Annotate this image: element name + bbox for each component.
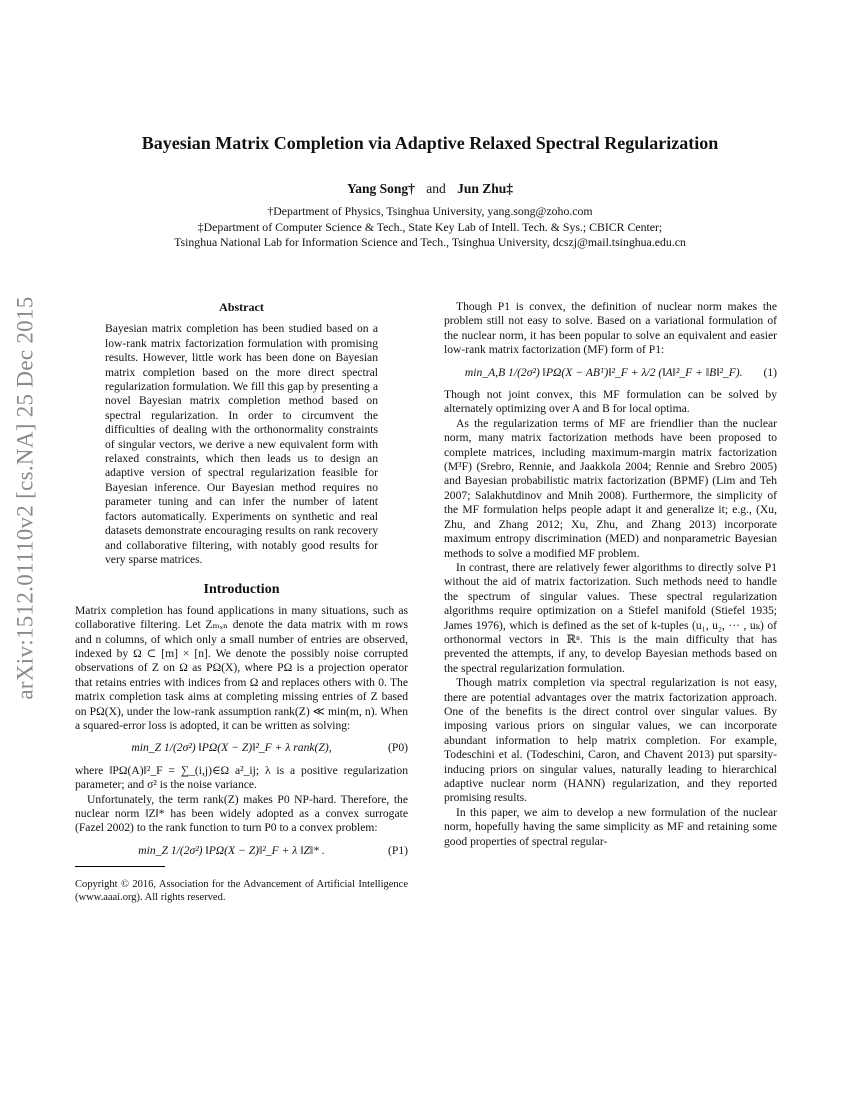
author-line	[70, 181, 790, 197]
intro-paragraph-1: Matrix completion has found applications in many situations, such as collaborative filtering. Let Zₘₓₙ denote the data matrix with m rows and n columns, of which only a small number of entries are observed, indexed by Ω ⊂ [m] × [n]. We denote the possibly noise corrupted observations of Z on Ω as PΩ(X), where PΩ is a projection operator that retains entries with indices from Ω and replaces others with 0. The matrix completion task aims at completing missing entries of Z based on PΩ(X), under the low-rank assumption rank(Z) ≪ min(m, n). When a squared-error loss is adopted, it can be written as solving:	[75, 603, 408, 732]
affiliation-3: Tsinghua National Lab for Information Science and Tech., Tsinghua University, dcszj@mail.tsinghua.edu.cn	[174, 235, 686, 249]
right-paragraph-4: In contrast, there are relatively fewer algorithms to directly solve P1 without the aid of matrix factorization. Such methods need to handle the spectrum of singular values. These spectral regularization algorithms require optimization on a Stiefel manifold (Stiefel 1935; James 1976), which is defined as the set of k-tuples (u₁, u₂, ··· , uₖ) of orthonormal vectors in ℝⁿ. This is the main difficulty that has prevented the attempts, if any, to develop Bayesian methods based on the spectral regularization formulation.	[444, 560, 777, 675]
right-paragraph-5: Though matrix completion via spectral regularization is not easy, there are potential advantages over the matrix factorization approach. One of the benefits is the direct control over singular values. By imposing various priors on singular values, we can incorporate abundant information to help matrix completion. For example, Todeschini et al. (Todeschini, Caron, and Chavent 2013) put sparsity-inducing priors on singular values, naturally leading to hierarchical adaptive nuclear norm (HANN) regularization, and they reported promising results.	[444, 676, 777, 805]
arxiv-stamp-text: arXiv:1512.01110v2 [cs.NA] 25 Dec 2015	[13, 296, 38, 700]
right-column	[444, 300, 777, 849]
affiliation-2: ‡Department of Computer Science & Tech., State Key Lab of Intell. Tech. & Sys.; CBICR Center;	[197, 219, 663, 234]
equation-1	[444, 366, 777, 380]
equation-p0	[75, 741, 408, 755]
author-1: Yang Song†	[346, 181, 415, 196]
left-column	[75, 300, 408, 904]
abstract-text: Bayesian matrix completion has been studied based on a low-rank matrix factorization formulation with promising results. However, little work has been done on Bayesian matrix completion based on the more direct spectral regularization formulation. We fill this gap by presenting a novel Bayesian matrix completion method based on spectral regularization. In order to circumvent the difficulties of dealing with the orthonormality constraints of singular vectors, we derive a new equivalent form with relaxed constraints, which then leads us to design an adaptive version of spectral regularization feasible for Bayesian inference. Our Bayesian method requires no parameter tuning and can infer the number of latent factors automatically. Experiments on synthetic and real datasets demonstrate encouraging results on rank recovery and collaborative filtering, with notably good results for very sparse matrices.	[105, 322, 378, 566]
equation-p0-label: (P0)	[388, 741, 408, 755]
equation-p1-label: (P1)	[388, 843, 408, 857]
right-paragraph-1: Though P1 is convex, the definition of nuclear norm makes the problem still not easy to solve. Based on a variational formulation of the nuclear norm, it has been popular to solve an equivalent and easier low-rank matrix factorization (MF) form of P1:	[444, 300, 777, 357]
arxiv-stamp	[4, 288, 48, 708]
abstract-heading: Abstract	[219, 300, 264, 314]
footnote-rule	[75, 866, 165, 867]
equation-p1-body: min_Z 1/(2σ²) ‖PΩ(X − Z)‖²_F + λ ‖Z‖* .	[138, 843, 325, 857]
introduction-heading: Introduction	[203, 582, 280, 598]
right-paragraph-3: As the regularization terms of MF are friendlier than the nuclear norm, many matrix factorization methods have been proposed to complete matrices, including maximum-margin matrix factorization (M³F) (Srebro, Rennie, and Jaakkola 2004; Rennie and Srebro 2005) and Bayesian probabilistic matrix factorization (BPMF) (Lim and Teh 2007; Salakhutdinov and Mnih 2008). Furthermore, the simplicity of the MF formulation helps people adapt it and generalize it; e.g., (Xu, Zhu, and Zhang 2012; Xu, Zhu, and Zhang 2013) incorporate maximum entropy discrimination (MED) and nonparametric Bayesian methods to solve a modified MF problem.	[444, 416, 777, 560]
author-conjunction: and	[426, 181, 446, 196]
equation-p1	[75, 844, 408, 858]
paper-title: Bayesian Matrix Completion via Adaptive Relaxed Spectral Regularization	[141, 133, 719, 153]
affiliations	[70, 204, 790, 251]
copyright-footnote: Copyright © 2016, Association for the Advancement of Artificial Intelligence (www.aaai.org). All rights reserved.	[75, 879, 408, 904]
equation-p0-body: min_Z 1/(2σ²) ‖PΩ(X − Z)‖²_F + λ rank(Z),	[131, 741, 332, 755]
right-paragraph-6: In this paper, we aim to develop a new formulation of the nuclear norm, hopefully having the same simplicity as MF and retaining some good properties of spectral regular-	[444, 805, 777, 848]
intro-paragraph-3: Unfortunately, the term rank(Z) makes P0 NP-hard. Therefore, the nuclear norm ‖Z‖* has been widely adopted as a convex surrogate (Fazel 2002) to the rank function to turn P0 to a convex problem:	[75, 792, 408, 835]
equation-1-label: (1)	[763, 365, 777, 379]
affiliation-1: †Department of Physics, Tsinghua University, yang.song@zoho.com	[267, 204, 593, 218]
right-paragraph-2: Though not joint convex, this MF formulation can be solved by alternately optimizing over A and B for local optima.	[444, 388, 777, 416]
abstract	[75, 300, 408, 567]
equation-1-body: min_A,B 1/(2σ²) ‖PΩ(X − ABᵀ)‖²_F + λ/2 (‖A‖²_F + ‖B‖²_F).	[464, 365, 743, 379]
intro-paragraph-2: where ‖PΩ(A)‖²_F = ∑_(i,j)∈Ω a²_ij; λ is a positive regularization parameter; and σ² is the noise variance.	[75, 763, 408, 792]
author-2: Jun Zhu‡	[457, 181, 514, 196]
